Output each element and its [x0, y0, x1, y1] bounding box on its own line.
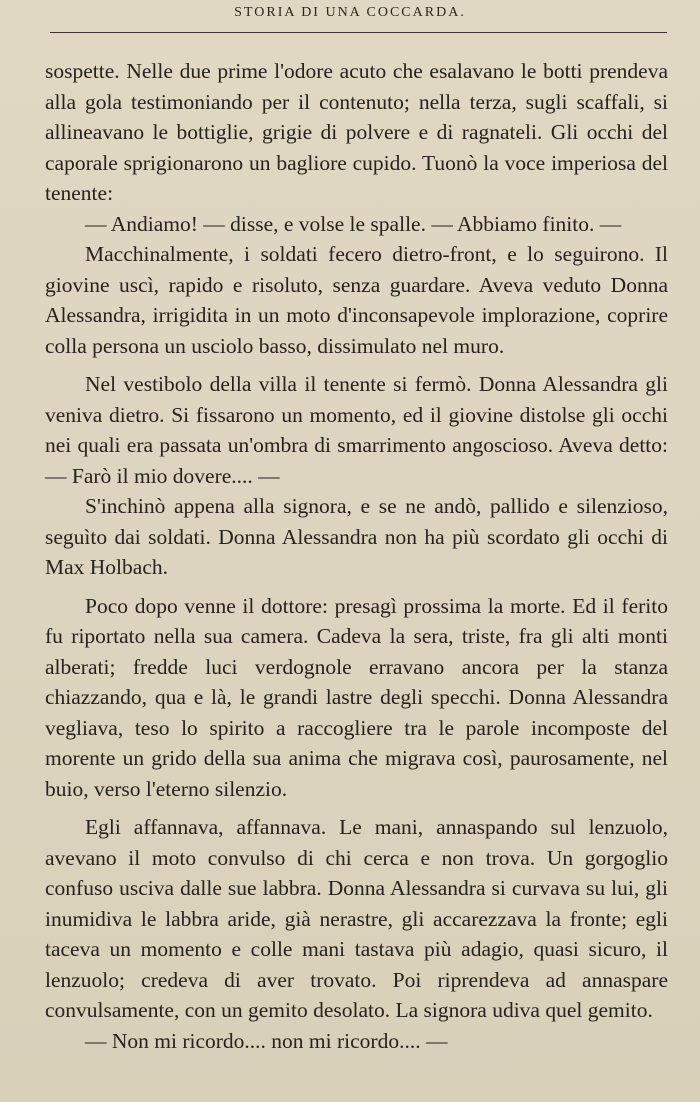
running-title: STORIA DI UNA COCCARDA.	[234, 5, 466, 20]
paragraph: Nel vestibolo della villa il tenente si fermò. Donna Alessandra gli veniva dietro. Si fissarono un momento, ed il giovine distolse gli occhi nei quali era passata un'ombra di smarrimento angoscioso. Aveva detto: — Farò il mio dovere.... —	[45, 372, 668, 488]
paragraph: — Andiamo! — disse, e volse le spalle. — Abbiamo finito. —	[85, 211, 622, 236]
header-rule	[50, 32, 667, 33]
paragraph: — Non mi ricordo.... non mi ricordo.... —	[85, 1028, 448, 1053]
paragraph: Macchinalmente, i soldati fecero dietro-front, e lo seguirono. Il giovine uscì, rapido e risoluto, senza guardare. Aveva veduto Donna Alessandra, irrigidita in un moto d'inconsapevole implorazione, coprire colla persona un usciolo basso, dissimulato nel muro.	[45, 242, 668, 358]
paragraph: Egli affannava, affannava. Le mani, annaspando sul lenzuolo, avevano il moto convulso di chi cerca e non trova. Un gorgoglio confuso usciva dalle sue labbra. Donna Alessandra si curvava su lui, gli inumidiva le labbra aride, già nerastre, gli accarezzava la fronte; egli taceva un momento e colle mani tastava più adagio, quasi sicuro, il lenzuolo; credeva di aver trovato. Poi riprendeva ad annaspare convulsamente, con un gemito desolato. La signora udiva quel gemito.	[45, 815, 668, 1022]
paragraph: S'inchinò appena alla signora, e se ne andò, pallido e silenzioso, seguìto dai soldati. Donna Alessandra non ha più scordato gli occhi di Max Holbach.	[45, 494, 668, 579]
body-text	[45, 56, 668, 1056]
paragraph: sospette. Nelle due prime l'odore acuto che esalavano le botti prendeva alla gola testimoniando per il contenuto; nella terza, sugli scaffali, si allineavano le bottiglie, grigie di polvere e di ragnateli. Gli occhi del caporale sprigionarono un bagliore cupido. Tuonò la voce imperiosa del tenente:	[45, 59, 668, 205]
paragraph: Poco dopo venne il dottore: presagì prossima la morte. Ed il ferito fu riportato nella sua camera. Cadeva la sera, triste, fra gli alti monti alberati; fredde luci verdognole erravano ancora per la stanza chiazzando, qua e là, le grandi lastre degli specchi. Donna Alessandra vegliava, teso lo spirito a raccogliere tra le parole incomposte del morente un grido della sua anima che migrava così, paurosamente, nel buio, verso l'eterno silenzio.	[45, 593, 668, 801]
